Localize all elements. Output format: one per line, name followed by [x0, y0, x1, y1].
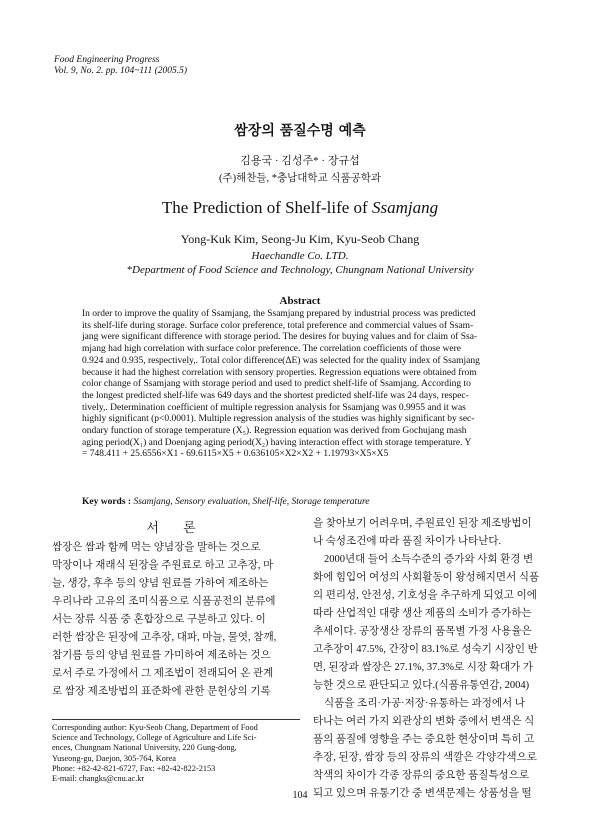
body-line: 늘, 생강, 후추 등의 양념 원료를 가하여 제조하는 [52, 578, 269, 589]
body-line: 화에 힘입어 여성의 사회활동이 왕성해지면서 식품 [313, 572, 540, 583]
footnote-divider [52, 719, 300, 720]
abstract-line: its shelf-life during storage. Surface color preference, total preference and commercial values of Ssam- [82, 320, 474, 331]
english-affiliation-2: *Department of Food Science and Technology, Chungnam National University [126, 264, 474, 276]
keywords-value: Ssamjang, Sensory evaluation, Shelf-life, Storage temperature [133, 497, 370, 507]
abstract-line: because it had the highest correlation with sensory properties. Regression equations were obtained from [82, 367, 477, 378]
abstract-line: the longest predicted shelf-life was 649 days and the shortest predicted shelf-life was 24 days, respec- [82, 390, 469, 401]
body-line: 로서 주로 가정에서 그 제조법이 전래되어 온 관계 [52, 668, 274, 679]
abstract-line: aging period(X₁) and Doenjang aging period(X₂) having interaction effect with storage temperature. Y [82, 437, 472, 448]
abstract-body [82, 309, 518, 461]
journal-header [54, 55, 187, 77]
left-column [52, 513, 300, 701]
abstract-heading: Abstract [279, 295, 321, 307]
body-line: 추세이다. 공장생산 장류의 품목별 가정 사용율은 [313, 626, 532, 637]
abstract-line: mjang had high correlation with surface color preference. The correlation coefficients of those were [82, 344, 461, 355]
korean-title: 쌈장의 품질수명 예측 [234, 123, 366, 139]
footnote-line: Science and Technology, College of Agriculture and Life Sci- [52, 733, 257, 743]
english-affiliation-1: Haechandle Co. LTD. [251, 250, 349, 262]
footnote-line: ences, Chungnam National University, 220 Gung-dong, [52, 743, 237, 753]
introduction-right-body [313, 515, 559, 803]
abstract-line: tively,. Determination coefficient of multiple regression analysis for Ssamjang was 0.9955 and it was [82, 402, 466, 413]
footnote-line: Yuseong-gu, Daejon, 305-764, Korea [52, 753, 176, 763]
body-line: 참기름 등의 양념 원료를 가미하여 제조하는 것으 [52, 650, 271, 661]
body-line: 되고 있으며 유통기간 중 변색문제는 상품성을 떨 [313, 788, 532, 799]
body-line: 능한 것으로 판단되고 있다.(식품유통연감, 2004) [313, 680, 530, 691]
body-line: 타나는 여러 가지 외관상의 변화 중에서 변색은 식 [313, 716, 535, 727]
korean-authors: 김용국 · 김성주* · 장규섭 [240, 155, 360, 167]
body-line: 서는 장류 식품 중 혼합장으로 구분하고 있다. 이 [52, 614, 266, 625]
footnote-line: Phone: +82-42-821-6727, Fax: +82-42-822-2153 [52, 763, 216, 773]
body-line: 추장, 된장, 쌈장 등의 장류의 색깔은 각양각색으로 [313, 752, 537, 763]
body-line: 면, 된장과 쌈장은 27.1%, 37.3%로 시장 확대가 가 [313, 662, 533, 673]
body-line: 나 숙성조건에 따라 품질 차이가 나타난다. [313, 536, 502, 547]
abstract-line: = 748.411 + 25.6556×X1 - 69.6115×X5 + 0.636105×X2×X2 + 1.19793×X5×X5 [82, 449, 389, 460]
keywords-label: Key words : [82, 497, 134, 507]
english-title [0, 198, 600, 218]
abstract-line: 0.924 and 0.935, respectively,. Total color difference(ΔE) was selected for the quality index of Ssamjang [82, 355, 480, 366]
keywords [82, 497, 522, 507]
body-line: 우리나라 고유의 조미식품으로 식품공전의 분류에 [52, 596, 276, 607]
body-line: 식품을 조리·가공·저장·유통하는 과정에서 나 [324, 698, 525, 709]
journal-citation: Vol. 9, No. 2. pp. 104~111 (2005.5) [54, 66, 188, 76]
english-title-prefix: The Prediction of Shelf-life of [161, 198, 372, 217]
footnote [52, 723, 302, 784]
english-authors: Yong-Kuk Kim, Seong-Ju Kim, Kyu-Seob Chang [180, 232, 420, 246]
page-number: 104 [292, 790, 308, 801]
introduction-left-body [52, 539, 300, 701]
body-line: 품의 품질에 영향을 주는 중요한 현상이며 특히 고 [313, 734, 535, 745]
body-line: 로 쌈장 제조방법의 표준화에 관한 문헌상의 기록 [52, 686, 271, 697]
footnote-email: E-mail: changks@cnu.ac.kr [52, 774, 145, 784]
body-line: 2000년대 들어 소득수준의 증가와 사회 환경 변 [324, 554, 534, 565]
body-line: 착색의 차이가 각종 장류의 중요한 품질특성으로 [313, 770, 529, 781]
abstract-line: In order to improve the quality of Ssamjang, the Ssamjang prepared by industrial process was predicted [82, 309, 476, 319]
korean-affiliation: (주)해찬들, *충남대학교 식품공학과 [218, 173, 382, 184]
body-line: 을 찾아보기 어려우며, 주원료인 된장 제조방법이 [313, 518, 532, 529]
abstract-line: highly significant (p<0.0001). Multiple regression analysis of the studies was highly significant by sec- [82, 414, 475, 425]
footnote-line: Corresponding author: Kyu-Seob Chang, Department of Food [52, 723, 258, 732]
body-line: 의 편리성, 안전성, 기호성을 추구하게 되었고 이에 [313, 590, 537, 601]
body-line: 러한 쌈장은 된장에 고추장, 대파, 마늘, 물엿, 참깨, [52, 632, 277, 643]
english-title-emphasis: Ssamjang [371, 198, 439, 217]
body-line: 막장이나 재래식 된장을 주원료로 하고 고추장, 마 [52, 560, 274, 571]
body-line: 쌈장은 쌈과 함께 먹는 양념장을 말하는 것으로 [52, 542, 261, 553]
journal-name: Food Engineering Progress [54, 55, 160, 65]
abstract-line: jang were significant difference with storage period. The desires for buying values and for claim of Ssa- [82, 332, 478, 343]
introduction-heading: 서 론 [146, 521, 206, 536]
abstract-line: ondary function of storage temperature (X₅). Regression equation was derived from Gochujang mash [82, 426, 467, 437]
abstract-line: color change of Ssamjang with storage period and used to predict shelf-life of Ssamjang. According to [82, 379, 471, 390]
body-line: 따라 산업적인 대량 생산 제품의 소비가 증가하는 [313, 608, 532, 619]
body-line: 고추장이 47.5%, 간장이 83.1%로 성숙기 시장인 반 [313, 644, 538, 655]
